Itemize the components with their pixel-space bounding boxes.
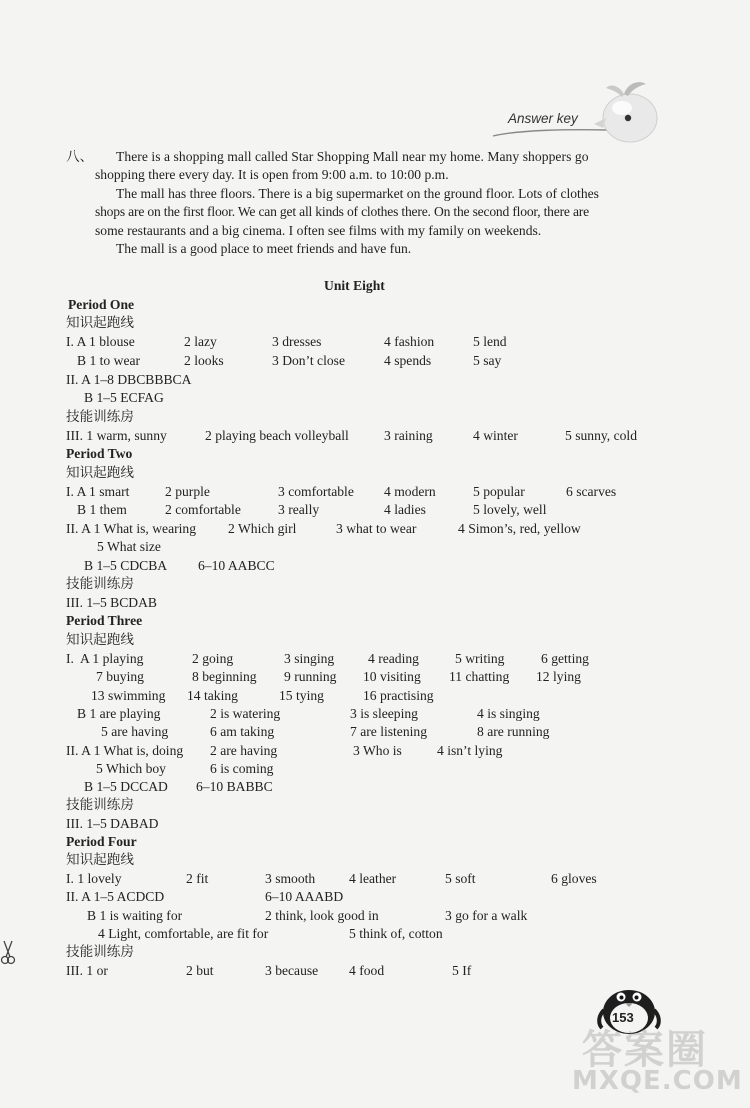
answer-item: 2 but bbox=[186, 963, 214, 978]
answer-item: B 1 are playing bbox=[77, 706, 161, 721]
section-label: 知识起跑线 bbox=[66, 852, 134, 867]
answer-item: 11 chatting bbox=[449, 669, 510, 684]
answer-item: 9 running bbox=[284, 669, 337, 684]
answer-item: 2 comfortable bbox=[165, 502, 241, 517]
section-label: 技能训练房 bbox=[66, 797, 134, 812]
answer-item: 6–10 BABBC bbox=[196, 779, 273, 794]
answer-item: 4 spends bbox=[384, 353, 432, 368]
answer-item: 5 What size bbox=[97, 539, 161, 554]
answer-item: 3 is sleeping bbox=[350, 706, 418, 721]
answer-item: B 1 is waiting for bbox=[87, 908, 183, 923]
answer-item: 3 Don’t close bbox=[272, 353, 345, 368]
answer-item: 2 are having bbox=[210, 743, 278, 758]
answer-item: 2 playing beach volleyball bbox=[205, 428, 349, 443]
answer-item: 2 going bbox=[192, 651, 234, 666]
answer-item: II. A 1–8 DBCBBBCA bbox=[66, 372, 192, 387]
answer-item: II. A 1 What is, wearing bbox=[66, 521, 196, 536]
answer-item: 3 really bbox=[278, 502, 320, 517]
answer-item: 2 is watering bbox=[210, 706, 281, 721]
intro-line-4: shops are on the first floor. We can get all kinds of clothes there. On the second floor, there are bbox=[95, 204, 589, 219]
answer-item: 6–10 AABCC bbox=[198, 558, 275, 573]
unit-title: Unit Eight bbox=[324, 278, 385, 293]
answer-item: 3 singing bbox=[284, 651, 335, 666]
answer-item: 6 scarves bbox=[566, 484, 617, 499]
answer-item: 5 popular bbox=[473, 484, 525, 499]
answer-item: 3 what to wear bbox=[336, 521, 417, 536]
answer-item: 3 Who is bbox=[353, 743, 402, 758]
intro-line-2: shopping there every day. It is open from 9:00 a.m. to 10:00 p.m. bbox=[95, 167, 449, 182]
intro-line-5: some restaurants and a big cinema. I often see films with my family on weekends. bbox=[95, 223, 542, 238]
answer-item: 2 lazy bbox=[184, 334, 217, 349]
intro-line-1: There is a shopping mall called Star Shopping Mall near my home. Many shoppers go bbox=[116, 149, 589, 164]
answer-item: 5 If bbox=[452, 963, 472, 978]
answer-item: 13 swimming bbox=[91, 688, 166, 703]
answer-item: 4 leather bbox=[349, 871, 397, 886]
answer-item: III. 1 or bbox=[66, 963, 108, 978]
answer-item: 4 winter bbox=[473, 428, 518, 443]
period-one-title: Period One bbox=[68, 297, 135, 312]
intro-line-3: The mall has three floors. There is a big supermarket on the ground floor. Lots of clothes bbox=[116, 186, 599, 201]
answer-item: B 1 them bbox=[77, 502, 127, 517]
answer-item: 6 is coming bbox=[210, 761, 274, 776]
answer-item: 8 beginning bbox=[192, 669, 257, 684]
answer-item: 2 looks bbox=[184, 353, 224, 368]
answer-item: 4 food bbox=[349, 963, 385, 978]
answer-item: B 1–5 ECFAG bbox=[84, 390, 164, 405]
answer-item: 6 gloves bbox=[551, 871, 597, 886]
answer-item: 3 because bbox=[265, 963, 319, 978]
answer-item: I. A 1 smart bbox=[66, 484, 130, 499]
answer-item: 3 go for a walk bbox=[445, 908, 528, 923]
answer-item: 4 ladies bbox=[384, 502, 426, 517]
section-label: 知识起跑线 bbox=[66, 632, 134, 647]
answer-item: 7 buying bbox=[96, 669, 144, 684]
watermark-url: MXQE.COM bbox=[572, 1066, 743, 1096]
page-number: 153 bbox=[612, 1010, 634, 1025]
answer-item: 4 isn’t lying bbox=[437, 743, 503, 758]
orange-mascot-icon bbox=[580, 76, 662, 146]
answer-item: B 1–5 CDCBA bbox=[84, 558, 168, 573]
answer-item: 4 Simon’s, red, yellow bbox=[458, 521, 581, 536]
answer-item: 5 sunny, cold bbox=[565, 428, 637, 443]
section-label: 知识起跑线 bbox=[66, 465, 134, 480]
answer-item: 5 soft bbox=[445, 871, 476, 886]
answer-item: 16 practising bbox=[363, 688, 434, 703]
answer-item: 2 fit bbox=[186, 871, 209, 886]
answer-item: B 1–5 DCCAD bbox=[84, 779, 168, 794]
section-label: 知识起跑线 bbox=[66, 315, 134, 330]
answer-item: 4 is singing bbox=[477, 706, 540, 721]
answer-item: 2 purple bbox=[165, 484, 210, 499]
answer-item: III. 1–5 BCDAB bbox=[66, 595, 158, 610]
intro-line-6: The mall is a good place to meet friends and have fun. bbox=[116, 241, 412, 256]
answer-item: 12 lying bbox=[536, 669, 581, 684]
answer-item: 5 writing bbox=[455, 651, 505, 666]
answer-item: 4 Light, comfortable, are fit for bbox=[98, 926, 269, 941]
scissors-icon bbox=[0, 938, 16, 968]
answer-item: 5 Which boy bbox=[96, 761, 166, 776]
watermark-text: 答案圈 bbox=[582, 1027, 708, 1073]
answer-item: 3 dresses bbox=[272, 334, 322, 349]
answer-item: 10 visiting bbox=[363, 669, 421, 684]
answer-item: III. 1 warm, sunny bbox=[66, 428, 167, 443]
answer-item: 7 are listening bbox=[350, 724, 428, 739]
answer-item: 4 modern bbox=[384, 484, 436, 499]
period-four-title: Period Four bbox=[66, 834, 137, 849]
answer-key-label: Answer key bbox=[508, 111, 578, 126]
answer-item: 3 raining bbox=[384, 428, 433, 443]
answer-item: 4 fashion bbox=[384, 334, 435, 349]
answer-item: 14 taking bbox=[187, 688, 238, 703]
answer-item: 6 am taking bbox=[210, 724, 275, 739]
answer-item: 5 are having bbox=[101, 724, 169, 739]
section-label: 技能训练房 bbox=[66, 409, 134, 424]
answer-item: 3 smooth bbox=[265, 871, 316, 886]
period-three-title: Period Three bbox=[66, 613, 143, 628]
section-label: 技能训练房 bbox=[66, 576, 134, 591]
period-two-title: Period Two bbox=[66, 446, 133, 461]
answer-item: 4 reading bbox=[368, 651, 419, 666]
answer-item: 15 tying bbox=[279, 688, 324, 703]
answer-item: III. 1–5 DABAD bbox=[66, 816, 159, 831]
intro-marker: 八、 bbox=[66, 149, 94, 164]
answer-item: I. A 1 playing bbox=[66, 651, 144, 666]
answer-item: 5 lovely, well bbox=[473, 502, 547, 517]
section-label: 技能训练房 bbox=[66, 944, 134, 959]
answer-item: 3 comfortable bbox=[278, 484, 354, 499]
answer-item: 5 lend bbox=[473, 334, 507, 349]
answer-item: 8 are running bbox=[477, 724, 550, 739]
answer-item: B 1 to wear bbox=[77, 353, 141, 368]
answer-item: I. 1 lovely bbox=[66, 871, 122, 886]
answer-item: I. A 1 blouse bbox=[66, 334, 135, 349]
answer-item: 6–10 AAABD bbox=[265, 889, 344, 904]
answer-item: 5 think of, cotton bbox=[349, 926, 443, 941]
answer-item: 5 say bbox=[473, 353, 502, 368]
answer-item: 2 think, look good in bbox=[265, 908, 379, 923]
answer-item: 6 getting bbox=[541, 651, 589, 666]
answer-item: 2 Which girl bbox=[228, 521, 297, 536]
answer-item: II. A 1–5 ACDCD bbox=[66, 889, 165, 904]
answer-item: II. A 1 What is, doing bbox=[66, 743, 184, 758]
